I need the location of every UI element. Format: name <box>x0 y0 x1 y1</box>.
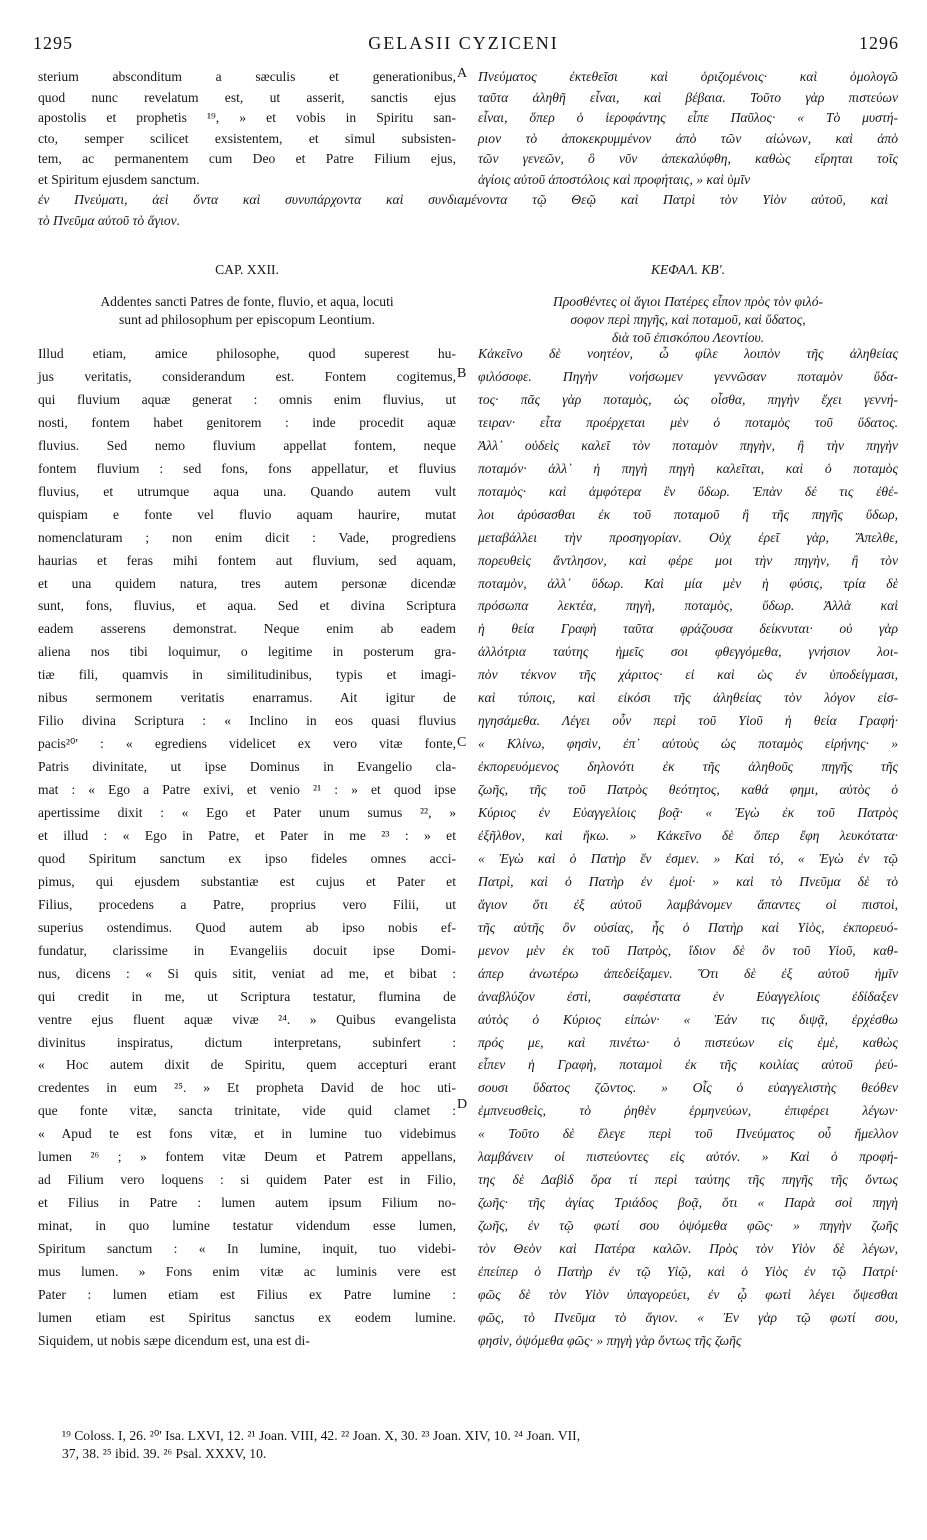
latin-line: qui credit in me, ut Scriptura testatur, flumina de <box>38 988 456 1004</box>
greek-line: καὶ τύποις, καὶ εἰκόσι τῆς ἀληθείας τὸν λόγον εἰσ- <box>478 690 898 706</box>
latin-line: Spiritum sanctum : « In lumine, inquit, tuo videbi- <box>38 1241 456 1257</box>
greek-line: τῆς αὐτῆς ὂν οὐσίας, ἧς ὁ Πατὴρ καὶ Υἱὸς, ἐκπορευό- <box>478 919 898 935</box>
greek-line: « Ἐγὼ καὶ ὁ Πατὴρ ἕν ἐσμεν. » Καὶ τό, « Ἐγὼ ἐν τῷ <box>478 850 898 866</box>
greek-line: Κἀκεῖνο δὲ νοητέον, ὦ φίλε λοιπὸν τῆς ἀληθείας <box>478 346 898 361</box>
latin-line: tem, ac permanentem cum Deo et Patre Filium ejus, <box>38 151 456 166</box>
chapter-subtitle-greek: σοφον περὶ πηγῆς, καὶ ποταμοῦ, καὶ ὕδατος, <box>570 312 806 327</box>
latin-line: apertissime dixit : « Ego et Pater unum sumus ²², » <box>38 805 456 820</box>
greek-line: ἐμπνευσθεὶς, τὸ ῥηθὲν ἑρμηνεύων, ἐπιφέρει λέγων· <box>478 1103 898 1119</box>
greek-line: εἶναι, ὅπερ ὁ ἱεροφάντης εἶπε Παῦλος· « Τὸ μυστή- <box>478 110 898 125</box>
greek-line: της δὲ Δαβὶδ ὅρα τί περὶ ταύτης τῆς πηγῆς τῆς ὄντως <box>478 1172 898 1188</box>
greek-line: ριον τὸ ἀποκεκρυμμένον ἀπὸ τῶν αἰώνων, καὶ ἀπὸ <box>478 130 898 146</box>
latin-line: et Spiritum ejusdem sanctum. <box>38 171 200 187</box>
greek-line: ἐπείπερ ὁ Πατὴρ ἐν τῷ Υἱῷ, καὶ ὁ Υἱὸς ἐν τῷ Πατρί· <box>478 1264 898 1279</box>
latin-line: nus, dicens : « Si quis sitit, veniat ad me, et bibat : <box>38 965 456 981</box>
greek-line: ἅγιον ὅτι ἐξ αὐτοῦ λαμβάνομεν ἅπαντες οἱ πιστοὶ, <box>478 896 898 912</box>
latin-line: lumen etiam est Spiritus sanctus ex eodem lumine. <box>38 1309 456 1325</box>
latin-line: Filio divina Scriptura : « Inclino in eos quasi fluvius <box>38 713 456 729</box>
greek-line: φῶς δὲ τὸν Υἱὸν ὑπαγορεύει, ἐν ᾧ φωτὶ λέγει ὄψεσθαι <box>478 1286 898 1302</box>
latin-line: fluvius. Sed nemo fluvium appellat fontem, neque <box>38 437 456 453</box>
latin-line: nosti, fontem habet genitorem : inde procedit aquæ <box>38 414 456 430</box>
latin-line: jus veritatis, considerandum est. Fontem cogitemus, <box>38 368 456 384</box>
greek-line: ηγησάμεθα. Λέγει οὖν περὶ τοῦ Υἱοῦ ἡ θεία Γραφή· <box>478 713 898 729</box>
latin-line: apostolis et prophetis ¹⁹, » et vobis in Spiritu san- <box>38 110 456 125</box>
greek-line: Ἀλλ᾽ οὐδεὶς καλεῖ τὸν ποταμὸν πηγὴν, ἢ τὴν πηγὴν <box>478 437 898 453</box>
latin-line: haurias et feras mihi fontem aut fluvium, sed aquam, <box>38 552 456 568</box>
chapter-heading-greek: ΚΕΦΑΛ. ΚΒ'. <box>650 262 726 277</box>
greek-line: ζωῆς, ἐν τῷ φωτί σου ὀψόμεθα φῶς· » πηγὴν ζωῆς <box>478 1218 898 1234</box>
greek-line: πορευθεὶς ἄντλησον, καὶ φέρε μοι τὴν πηγὴν, ἢ τὸν <box>478 552 898 568</box>
greek-line: πρόσωπα λεκτέα, πηγὴ, ποταμὸς, ὕδωρ. Ἀλλὰ καὶ <box>478 598 898 614</box>
chapter-subtitle-latin: sunt ad philosophum per episcopum Leontium. <box>119 312 375 327</box>
margin-marker-b: B <box>457 366 467 381</box>
greek-line: μενον μὲν ἐκ τοῦ Πατρὸς, ἴδιον δὲ ὂν τοῦ Υἱοῦ, καθ- <box>478 942 898 958</box>
greek-line: πὸν τέκνον τῆς χάριτος· εἰ καὶ ὡς ἐν ὑποδείγμασι, <box>478 667 898 683</box>
footnote-line: ¹⁹ Coloss. I, 26. ²⁰' Isa. LXVI, 12. ²¹ Joan. VIII, 42. ²² Joan. X, 30. ²³ Joan. XIV, 10. ²⁴ Joan. VII, <box>62 1428 581 1443</box>
latin-line: « Hoc autem dixit de Spiritu, quem accepturi erant <box>38 1057 456 1073</box>
chapter-subtitle-greek: διὰ τοῦ ἐπισκόπου Λεοντίου. <box>611 330 765 345</box>
page-number-right: 1296 <box>859 33 899 53</box>
latin-line: « Apud te est fons vitæ, et in lumine tuo videbimus <box>38 1126 456 1142</box>
latin-line: Pater : lumen etiam est Filius ex Patre lumine : <box>38 1286 456 1302</box>
greek-line: ποταμὸν, ἀλλ᾽ ὕδωρ. Καὶ μία μὲν ἡ φύσις, τρία δὲ <box>478 575 898 591</box>
greek-line: τος· πᾶς γὰρ ποταμὸς, ὡς οἶσθα, πηγὴν ἔχει γεννή- <box>478 391 898 407</box>
chapter-subtitle-greek: Προσθέντες οἱ ἅγιοι Πατέρες εἶπον πρὸς τὸν φιλό- <box>552 294 824 309</box>
running-title: GELASII CYZICENI <box>368 33 559 53</box>
latin-line: eadem asserens demonstrat. Neque enim ab eadem <box>38 621 456 637</box>
latin-line: minat, in quo lumine testatur videndum esse lumen, <box>38 1218 456 1234</box>
latin-line: mus lumen. » Fons enim vitæ ac luminis vere est <box>38 1264 456 1279</box>
latin-line: Patris divinitate, ut ipse Dominus in Evangelio cla- <box>38 759 456 775</box>
latin-line: fluvius, et utrumque aqua una. Quando autem vult <box>38 483 456 499</box>
latin-line: divinitus inspiratus, dictum interpretans, subinfert : <box>38 1034 456 1050</box>
greek-line: τῶν γενεῶν, ὃ νῦν ἀπεκαλύφθη, καθὼς εἴρηται τοῖς <box>478 151 898 166</box>
latin-line: Illud etiam, amice philosophe, quod superest hu- <box>38 346 456 361</box>
greek-line: ἐκπορευόμενος δηλονότι ἐκ τῆς ἀληθοῦς πηγῆς τῆς <box>478 759 898 775</box>
greek-line: ζωῆς· τῆς ἁγίας Τριάδος βοᾷ, ὅτι « Παρὰ σοὶ πηγὴ <box>478 1195 898 1211</box>
latin-line: aliena nos tibi loquimur, o legitime in posterum gra- <box>38 644 456 660</box>
latin-line: Filius, procedens a Patre, proprius vero Filii, ut <box>38 896 456 912</box>
latin-line: tiæ fili, quamvis in similitudinibus, typis et imagi- <box>38 667 456 683</box>
latin-line: fundatur, clarissime in Evangeliis docuit ipse Domi- <box>38 942 456 958</box>
greek-line: φησὶν, ὀψόμεθα φῶς· » πηγὴ γὰρ ὄντως τῆς ζωῆς <box>478 1332 742 1348</box>
margin-marker-d: D <box>457 1097 468 1112</box>
latin-line: nomenclaturam ; non enim dicit : Vade, progrediens <box>38 529 456 545</box>
latin-line: et una quidem natura, tres autem personæ dicendæ <box>38 575 456 591</box>
latin-line: superius ostendimus. Quod autem ab ipso nobis ef- <box>38 919 456 935</box>
footnote-line: 37, 38. ²⁵ ibid. 39. ²⁶ Psal. XXXV, 10. <box>62 1446 267 1461</box>
greek-line: τειραν· εἶτα προέρχεται μὲν ὁ ποταμὸς τοῦ ὕδατος. <box>478 414 898 430</box>
greek-line: αὐτὸς ὁ Κύριος εἰπών· « Ἐάν τις διψᾷ, ἐρχέσθω <box>478 1011 898 1027</box>
latin-line: quod nunc revelatum est, ut asserit, sanctis ejus <box>38 89 456 105</box>
greek-line: « Τοῦτο δὲ ἔλεγε περὶ τοῦ Πνεύματος οὗ ἤμελλον <box>478 1126 898 1142</box>
chapter-heading-latin: CAP. XXII. <box>215 262 279 277</box>
greek-line: Πνεύματος ἐκτεθεῖσι καὶ ὁριζομένοις· καὶ ὁμολογῶ <box>478 69 898 84</box>
greek-line: σουσι ὕδατος ζῶντος. » Οἷς ὁ εὐαγγελιστὴς θεόθεν <box>478 1080 898 1096</box>
latin-line: et illud : « Ego in Patre, et Pater in me ²³ : » et <box>38 827 456 843</box>
greek-line: φιλόσοφε. Πηγὴν νοήσωμεν γεννῶσαν ποταμὸν ὕδα- <box>478 368 898 384</box>
chapter-subtitle-latin: Addentes sancti Patres de fonte, fluvio, et aqua, locuti <box>100 294 394 309</box>
greek-line: φῶς, τὸ Πνεῦμα τὸ ἅγιον. « Ἐν γὰρ τῷ φωτί σου, <box>478 1309 898 1325</box>
latin-line: Siquidem, ut nobis sæpe dicendum est, una est di- <box>38 1332 310 1348</box>
greek-line: τὸ Πνεῦμα αὐτοῦ τὸ ἅγιον. <box>38 212 181 228</box>
greek-line: ταῦτα ἀληθῆ εἶναι, καὶ βέβαια. Τοῦτο γὰρ πιστεύων <box>478 89 898 105</box>
latin-line: quispiam e fonte vel fluvio aquam haurire, mutat <box>38 506 456 522</box>
greek-line: ἐν Πνεύματι, ἀεὶ ὄντα καὶ συνυπάρχοντα καὶ συνδιαμένοντα τῷ Θεῷ καὶ Πατρὶ τὸν Υἱὸν αὐτοῦ, καὶ <box>38 192 888 207</box>
greek-line: άπερ ἀνωτέρω ἀπεδείξαμεν. Ὅτι δὲ ἐξ αὐτοῦ ἡμῖν <box>478 965 898 981</box>
greek-line: εἶπεν ἡ Γραφὴ, ποταμοὶ ἐκ τῆς κοιλίας αὐτοῦ ῥεύ- <box>478 1057 898 1073</box>
greek-line: « Κλίνω, φησὶν, ἐπ᾽ αὐτοὺς ὡς ποταμὸς εἰρήνης· » <box>478 736 898 752</box>
greek-line: ἁγίοις αὐτοῦ ἀποστόλοις καὶ προφήταις, » καὶ ὑμῖν <box>478 171 751 187</box>
margin-marker-a: A <box>457 66 468 81</box>
latin-line: sunt, fons, fluvius, et aqua. Sed et divina Scriptura <box>38 598 456 614</box>
latin-line: ventre ejus fluent aquæ vivæ ²⁴. » Quibus evangelista <box>38 1011 456 1027</box>
greek-line: λοι ἀρύσασθαι ἐκ τοῦ ποταμοῦ ἢ τῆς πηγῆς ὕδωρ, <box>478 506 898 522</box>
margin-marker-c: C <box>457 735 467 750</box>
greek-line: ἡ θεία Γραφὴ ταῦτα φράζουσα δείκνυται· οὐ γὰρ <box>478 621 898 637</box>
greek-line: τὸν Θεὸν καὶ Πατέρα καλῶν. Πρὸς τὸν Υἱὸν δὲ λέγων, <box>478 1241 898 1257</box>
greek-line: ποταμόν· ἀλλ᾽ ἡ πηγὴ πηγὴ καλεῖται, καὶ ὁ ποταμὸς <box>478 460 898 476</box>
latin-line: sterium absconditum a sæculis et generationibus, <box>38 69 456 84</box>
latin-line: pimus, qui ejusdem substantiæ est cujus et Pater et <box>38 873 456 889</box>
latin-line: quod Spiritum sanctum ex ipso fideles omnes acci- <box>38 850 456 866</box>
latin-line: nibus sermonem veritatis enarramus. Ait igitur de <box>38 690 456 706</box>
greek-line: ἐξῆλθον, καὶ ἥκω. » Κἀκεῖνο δὲ ὅπερ ἔφη λευκότατα· <box>478 827 898 843</box>
latin-line: qui fluvium aquæ generat : omnis enim fluvius, ut <box>38 391 456 407</box>
latin-line: lumen ²⁶ ; » fontem vitæ Deum et Patrem appellans, <box>38 1149 456 1165</box>
latin-line: credentes in eum ²⁵. » Et propheta David de hoc uti- <box>38 1080 456 1096</box>
greek-line: πρός με, καὶ πινέτω· ὁ πιστεύων εἰς ἐμὲ, καθὼς <box>478 1034 898 1050</box>
latin-line: et Filius in Patre : lumen autem ipsum Filium no- <box>38 1195 456 1211</box>
greek-line: ἀναβλύζον ἐστὶ, σαφέστατα ἐν Εὐαγγελίοις ἐδίδαξεν <box>478 988 898 1004</box>
greek-line: μεταβάλλει τὴν προσηγορίαν. Οὐχ ἐρεῖ γὰρ, Ἄπελθε, <box>478 529 898 545</box>
greek-line: ζωῆς, τῆς τοῦ Πατρὸς θεότητος, καθά φημι, αὐτὸς ὁ <box>478 782 898 798</box>
latin-line: que fonte vitæ, sancta trinitate, vide quid clamet : <box>38 1103 456 1119</box>
greek-line: ποταμὸς· καὶ ἀμφότερα ἓν ὕδωρ. Ἐπὰν δέ τις ἐθέ- <box>478 483 898 499</box>
latin-line: ad Filium vero loquens : si quidem Pater est in Filio, <box>38 1172 456 1188</box>
greek-line: Πατρὶ, καὶ ὁ Πατὴρ ἐν ἐμοί· » καὶ τὸ Πνεῦμα δὲ τὸ <box>478 873 898 889</box>
greek-line: ἀλλότρια ταύτης ἡμεῖς σοι φθεγγόμεθα, γνήσιον λοι- <box>478 644 898 660</box>
greek-line: Κύριος ἐν Εὐαγγελίοις βοᾷ· « Ἐγὼ ἐκ τοῦ Πατρὸς <box>478 805 898 820</box>
latin-line: pacis²⁰' : « egrediens videlicet ex vero vitæ fonte, <box>38 736 456 752</box>
latin-line: cto, semper scilicet exsistentem, et simul subsisten- <box>38 130 456 146</box>
latin-line: fontem fluvium : sed fons, fons appellatur, et fluvius <box>38 460 456 476</box>
page-number-left: 1295 <box>33 33 73 53</box>
latin-line: mat : « Ego a Patre exivi, et venio ²¹ : » et quod ipse <box>38 782 456 798</box>
greek-line: λαμβάνειν οἱ πιστεύοντες εἰς αὐτόν. » Καὶ ὁ προφή- <box>478 1149 898 1165</box>
